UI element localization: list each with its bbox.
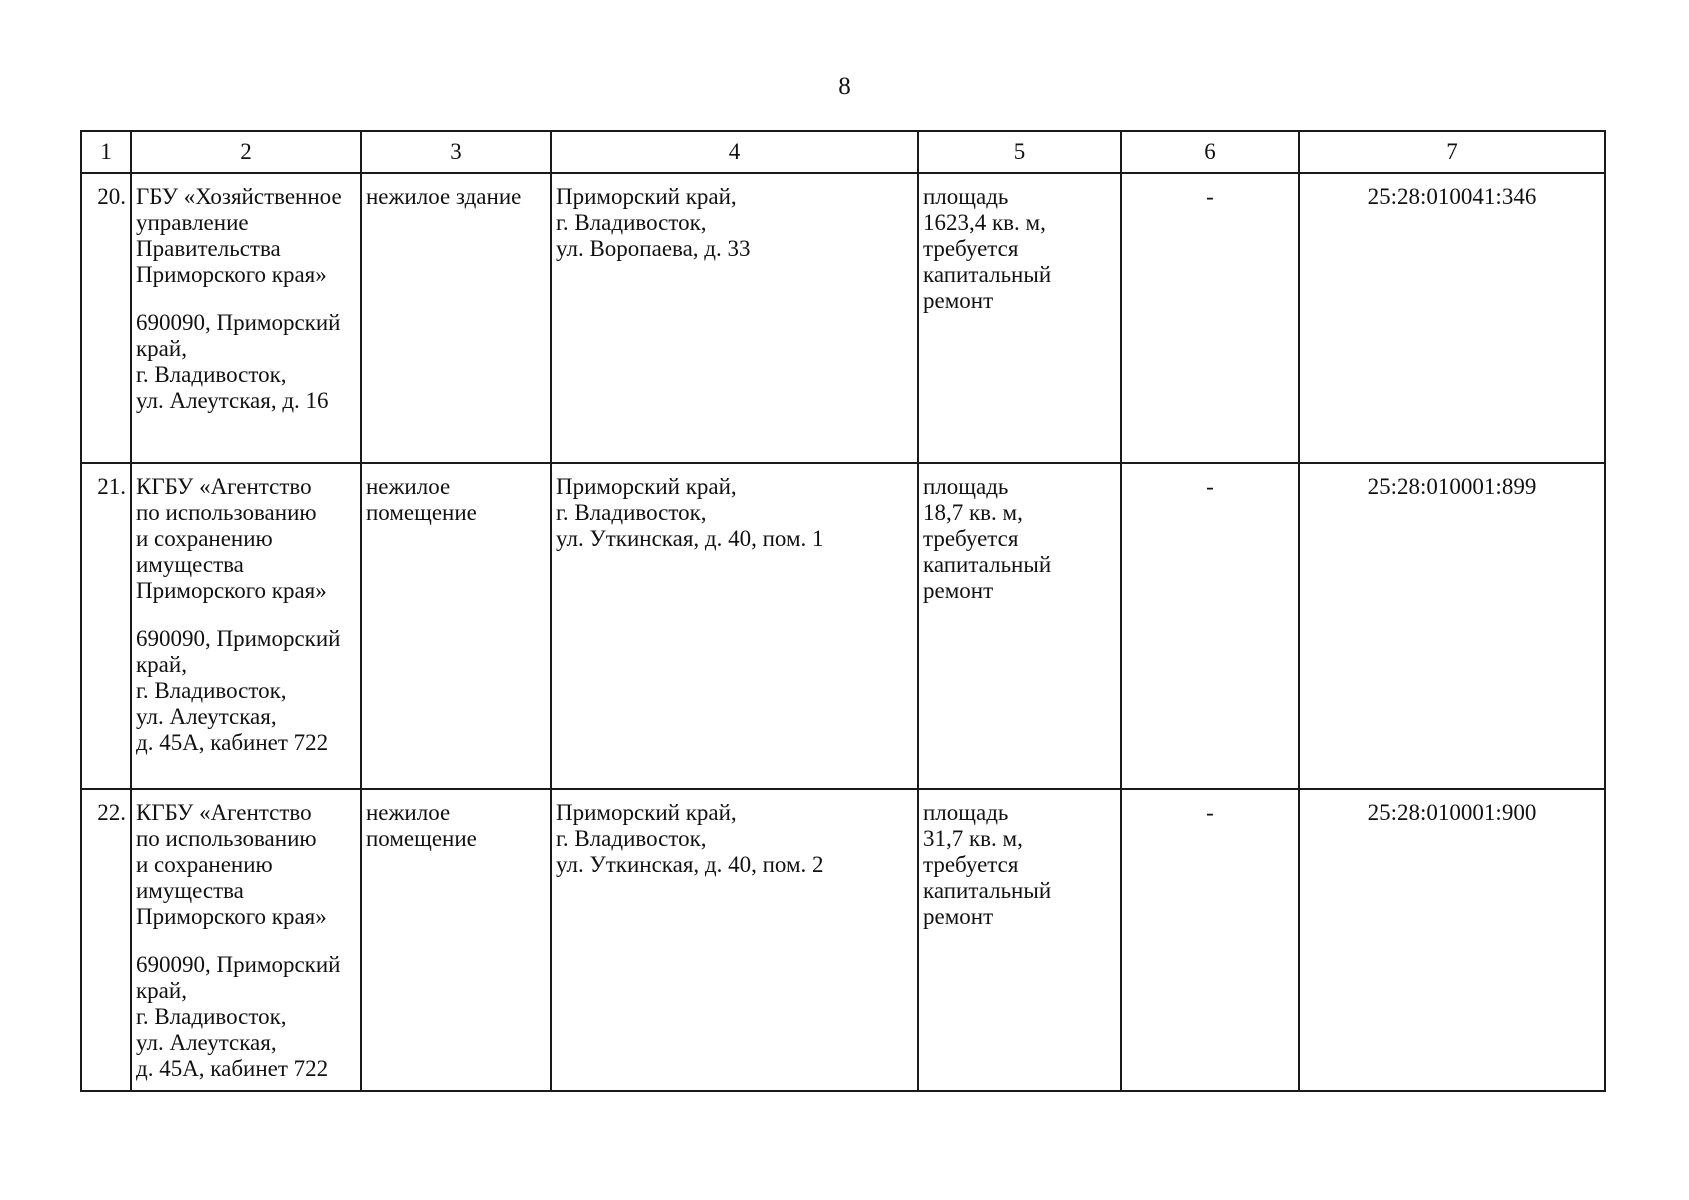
column-6-value: - [1121, 173, 1299, 463]
column-header: 1 [81, 131, 131, 173]
text-line: Правительства [136, 236, 281, 261]
text-line: край, [136, 978, 187, 1003]
object-address-cell [551, 789, 918, 1091]
organization-name [136, 474, 356, 604]
text-line: ремонт [923, 578, 994, 603]
text-line: требуется [923, 852, 1019, 877]
organization-name [136, 184, 356, 288]
text-line: ул. Воропаева, д. 33 [556, 236, 751, 261]
column-header: 2 [131, 131, 361, 173]
text-line: площадь [923, 474, 1009, 499]
column-6-value: - [1121, 463, 1299, 789]
text-line: д. 45А, кабинет 722 [136, 1056, 329, 1081]
text-line: д. 45А, кабинет 722 [136, 730, 329, 755]
object-description-cell [918, 463, 1121, 789]
table-row [81, 463, 1605, 789]
text-line: капитальный [923, 552, 1052, 577]
column-header: 5 [918, 131, 1121, 173]
text-line: ремонт [923, 904, 994, 929]
text-line: управление [136, 210, 249, 235]
object-type-cell [361, 463, 551, 789]
text-line: помещение [366, 826, 477, 851]
text-line: площадь [923, 184, 1009, 209]
object-address-cell [551, 173, 918, 463]
property-table [80, 130, 1606, 1092]
row-number: 20. [81, 173, 131, 463]
cadastral-number: 25:28:010001:899 [1299, 463, 1605, 789]
organization-address [136, 310, 356, 414]
text-line: и сохранению [136, 526, 273, 551]
organization-address [136, 952, 356, 1082]
text-line: ул. Уткинская, д. 40, пом. 2 [556, 852, 824, 877]
text-line: нежилое [366, 474, 451, 499]
organization-cell [131, 789, 361, 1091]
text-line: КГБУ «Агентство [136, 474, 312, 499]
text-line: по использованию [136, 826, 317, 851]
text-line: площадь [923, 800, 1009, 825]
text-line: нежилое здание [366, 184, 522, 209]
text-line: по использованию [136, 500, 317, 525]
text-line: г. Владивосток, [136, 362, 287, 387]
organization-cell [131, 173, 361, 463]
row-number: 21. [81, 463, 131, 789]
text-line: имущества [136, 878, 244, 903]
text-line: капитальный [923, 262, 1052, 287]
cadastral-number: 25:28:010041:346 [1299, 173, 1605, 463]
text-line: 1623,4 кв. м, [923, 210, 1046, 235]
text-line: г. Владивосток, [136, 1004, 287, 1029]
text-line: ул. Алеутская, д. 16 [136, 388, 329, 413]
column-header: 4 [551, 131, 918, 173]
text-line: КГБУ «Агентство [136, 800, 312, 825]
text-line: нежилое [366, 800, 451, 825]
object-address-cell [551, 463, 918, 789]
text-line: край, [136, 336, 187, 361]
text-line: г. Владивосток, [136, 678, 287, 703]
text-line: ул. Алеутская, [136, 704, 277, 729]
text-line: Приморского края» [136, 578, 327, 603]
text-line: имущества [136, 552, 244, 577]
organization-cell [131, 463, 361, 789]
text-line: ремонт [923, 288, 994, 313]
object-description-cell [918, 173, 1121, 463]
text-line: и сохранению [136, 852, 273, 877]
text-line: 690090, Приморский [136, 310, 341, 335]
object-description-cell [918, 789, 1121, 1091]
text-line: г. Владивосток, [556, 826, 707, 851]
organization-address [136, 626, 356, 756]
text-line: ул. Алеутская, [136, 1030, 277, 1055]
text-line: 690090, Приморский [136, 952, 341, 977]
object-type-cell [361, 173, 551, 463]
text-line: г. Владивосток, [556, 210, 707, 235]
text-line: Приморский край, [556, 800, 737, 825]
column-header: 7 [1299, 131, 1605, 173]
column-header: 6 [1121, 131, 1299, 173]
column-header: 3 [361, 131, 551, 173]
text-line: Приморский край, [556, 474, 737, 499]
text-line: требуется [923, 526, 1019, 551]
text-line: ГБУ «Хозяйственное [136, 184, 342, 209]
text-line: капитальный [923, 878, 1052, 903]
column-6-value: - [1121, 789, 1299, 1091]
organization-name [136, 800, 356, 930]
table-row [81, 173, 1605, 463]
page-number: 8 [838, 73, 851, 100]
text-line: г. Владивосток, [556, 500, 707, 525]
text-line: 31,7 кв. м, [923, 826, 1023, 851]
text-line: край, [136, 652, 187, 677]
text-line: Приморского края» [136, 262, 327, 287]
text-line: 690090, Приморский [136, 626, 341, 651]
cadastral-number: 25:28:010001:900 [1299, 789, 1605, 1091]
table-row [81, 789, 1605, 1091]
text-line: 18,7 кв. м, [923, 500, 1023, 525]
text-line: требуется [923, 236, 1019, 261]
row-number: 22. [81, 789, 131, 1091]
text-line: Приморского края» [136, 904, 327, 929]
text-line: Приморский край, [556, 184, 737, 209]
table-header-row [81, 131, 1605, 173]
object-type-cell [361, 789, 551, 1091]
text-line: помещение [366, 500, 477, 525]
text-line: ул. Уткинская, д. 40, пом. 1 [556, 526, 824, 551]
